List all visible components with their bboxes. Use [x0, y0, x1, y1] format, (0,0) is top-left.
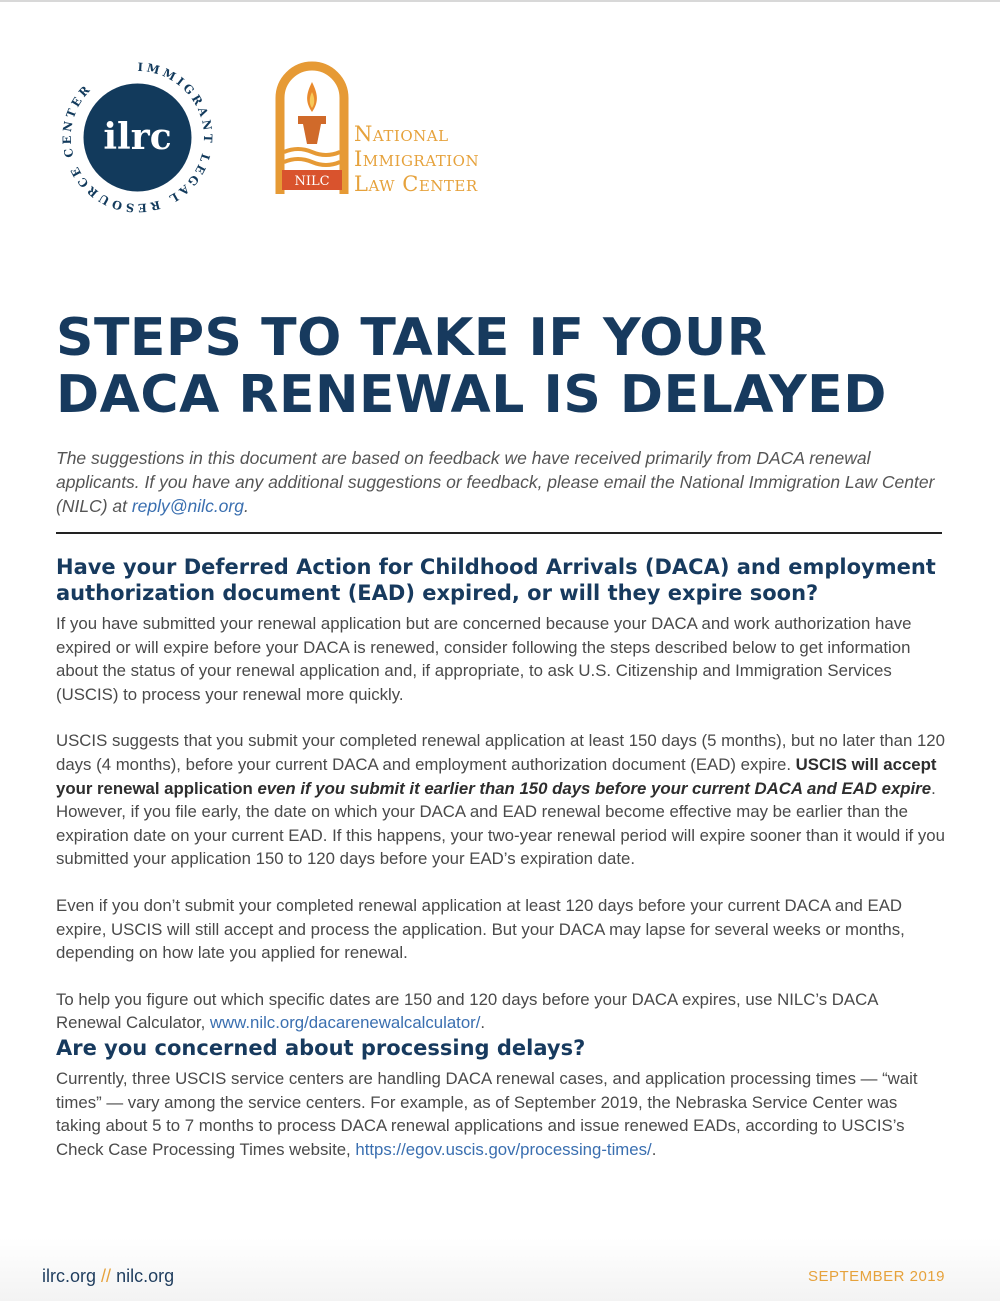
section1-paragraph-4 — [56, 988, 946, 1035]
nilc-name-line: Immigration — [354, 147, 480, 171]
intro-end: . — [243, 496, 249, 516]
nilc-badge-text: NILC — [294, 174, 330, 189]
section1-heading-line: Have your Deferred Action for Childhood Arrivals (DACA) and employment — [56, 555, 936, 579]
nilc-logo — [272, 60, 512, 200]
s2-end: . — [651, 1139, 657, 1159]
processing-times-link[interactable]: https://egov.uscis.gov/processing-times/ — [355, 1139, 652, 1159]
nilc-name-line: Law Center — [354, 172, 478, 196]
main-content — [56, 554, 946, 1161]
calculator-link[interactable]: www.nilc.org/dacarenewalcalculator/ — [209, 1013, 481, 1033]
ilrc-arc-text: IMMIGRANT LEGAL RESOURCE CENTER — [59, 59, 216, 216]
footer-nilc-link[interactable]: nilc.org — [116, 1266, 175, 1286]
s2-text: Currently, three USCIS service centers are handling DACA renewal cases, and application processing times — “wait times” — vary among the service centers. For example, as of September 2019, the Nebraska Service Center was taking about 5 to 7 months to process DACA renewal applications and issue renewed EADs, according to USCIS’s Check Case Processing Times website, — [56, 1068, 918, 1159]
section2-heading: Are you concerned about processing delays? — [56, 1035, 586, 1060]
nilc-name-line: National — [354, 122, 449, 146]
top-border — [0, 0, 1000, 2]
intro-text — [56, 446, 936, 518]
ilrc-wordmark: ilrc — [103, 116, 172, 158]
section1-heading-line: authorization document (EAD) expired, or will they expire soon? — [56, 581, 819, 605]
title-line: DACA RENEWAL IS DELAYED — [56, 365, 887, 425]
p2-bold-italic: even if you submit it earlier than 150 days before your current DACA and EAD expire — [257, 778, 932, 798]
section2-paragraph-1 — [56, 1067, 946, 1161]
torch-icon — [272, 60, 352, 200]
divider — [56, 532, 942, 534]
p2-bold: USCIS will accept your renewal application — [56, 754, 937, 798]
section1-paragraph-2 — [56, 729, 946, 871]
email-link[interactable]: reply@nilc.org — [131, 496, 244, 516]
section1-paragraph-3: Even if you don’t submit your completed renewal application at least 120 days before your current DACA and EAD expire, USCIS will still accept and process the application. But your DACA may lapse for several weeks or months, depending on how late you applied for renewal. — [56, 895, 905, 963]
footer-separator: // — [101, 1266, 112, 1286]
p2-start: USCIS suggests that you submit your completed renewal application at least 150 days (5 months), but no later than 120 days (4 months), before your current DACA and employment authorization document (EAD) expire. — [56, 731, 945, 774]
footer-links — [42, 1266, 174, 1287]
ilrc-logo — [50, 50, 225, 225]
section1-heading — [56, 554, 946, 606]
p4-end: . — [480, 1013, 486, 1033]
intro-body: The suggestions in this document are based on feedback we have received primarily from DACA renewal applicants. If you have any additional suggestions or feedback, please email the National Immigration Law Center (NILC) at — [56, 448, 935, 516]
footer-ilrc-link[interactable]: ilrc.org — [42, 1266, 97, 1286]
nilc-name — [354, 122, 479, 197]
p2-end: . However, if you file early, the date on which your DACA and EAD renewal become effective may be earlier than the expiration date on your current EAD. If this happens, your two-year renewal period will expire sooner than it would if you submitted your application 150 to 120 days before your EAD’s expiration date. — [56, 778, 945, 869]
title-line: STEPS TO TAKE IF YOUR — [56, 308, 768, 368]
p4-text: To help you figure out which specific dates are 150 and 120 days before your DACA expires, use NILC’s DACA Renewal Calculator, — [56, 989, 878, 1033]
page-title — [56, 310, 887, 424]
footer-date: SEPTEMBER 2019 — [807, 1268, 945, 1285]
section1-paragraph-1: If you have submitted your renewal application but are concerned because your DACA and work authorization have expired or will expire before your DACA is renewed, consider following the steps described below to get information about the status of your renewal application and, if appropriate, to ask U.S. Citizenship and Immigration Services (USCIS) to process your renewal more quickly. — [56, 614, 912, 704]
